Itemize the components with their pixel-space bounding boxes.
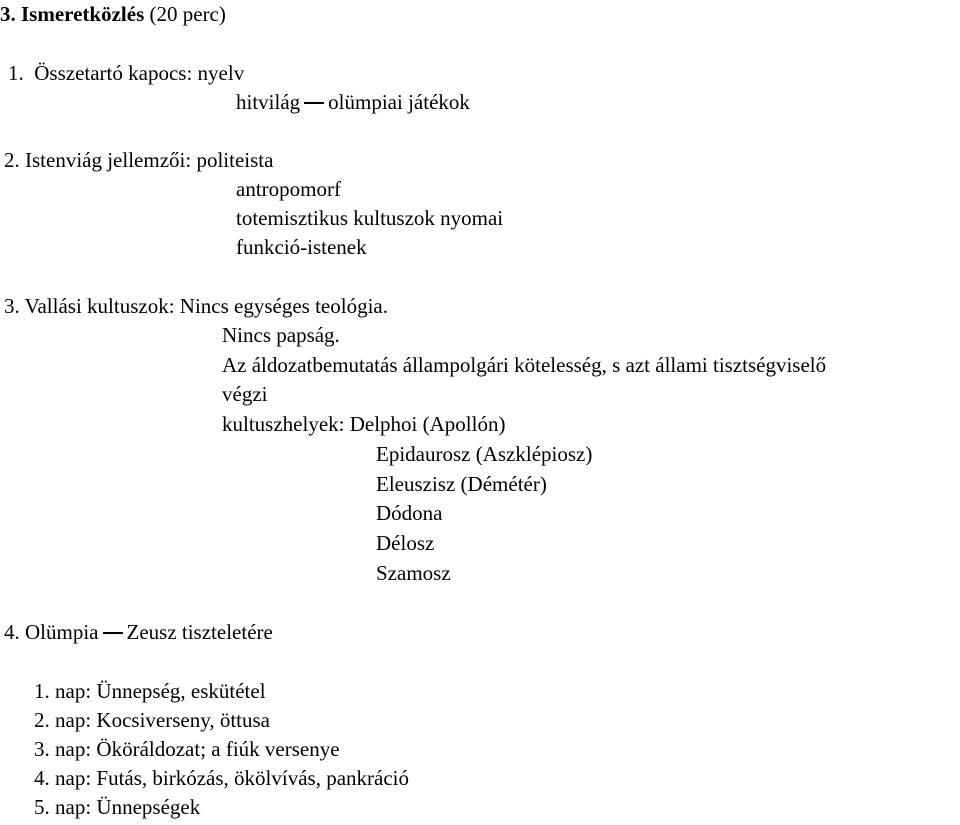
- day-item: 5. nap: Ünnepségek: [34, 795, 201, 819]
- item3-line: Nincs papság.: [222, 323, 340, 347]
- cult-place: Epidaurosz (Aszklépiosz): [376, 442, 593, 466]
- item1-line2: [236, 92, 470, 113]
- item1-word-b: olümpiai játékok: [328, 90, 470, 114]
- item3-label: 3. Vallási kultuszok: Nincs egységes teológia.: [4, 294, 388, 318]
- item2-label: 2. Istenviág jellemzői: politeista: [4, 148, 274, 172]
- cult-place: Délosz: [376, 531, 435, 555]
- item2-trait: funkció-istenek: [236, 235, 367, 259]
- day-item: 1. nap: Ünnepség, eskütétel: [34, 679, 266, 703]
- heading-duration: (20 perc): [144, 2, 226, 26]
- item2-trait: antropomorf: [236, 177, 341, 201]
- cult-place: Szamosz: [376, 561, 451, 585]
- item3-line: végzi: [222, 382, 268, 406]
- day-item: 2. nap: Kocsiverseny, öttusa: [34, 708, 271, 732]
- day-item: 3. nap: Ököráldozat; a fiúk versenye: [34, 737, 340, 761]
- dash: [103, 632, 123, 634]
- cult-places-label: kultuszhelyek: Delphoi (Apollón): [222, 412, 506, 436]
- section-heading: [0, 4, 226, 25]
- item1-word-a: hitvilág: [236, 90, 301, 114]
- item4-a: 4. Olümpia: [4, 620, 99, 644]
- item3-line: Az áldozatbemutatás állampolgári kötelesség, s azt állami tisztségviselő: [222, 353, 827, 377]
- item1-label: 1. Összetartó kapocs: nyelv: [8, 61, 245, 85]
- item2-trait: totemisztikus kultuszok nyomai: [236, 206, 504, 230]
- dash: [304, 102, 324, 104]
- cult-place: Dódona: [376, 501, 443, 525]
- item4-label: [4, 622, 273, 643]
- item4-b: Zeusz tiszteletére: [126, 620, 273, 644]
- heading-title: 3. Ismeretközlés: [0, 2, 145, 26]
- day-item: 4. nap: Futás, birkózás, ökölvívás, pankráció: [34, 766, 410, 790]
- cult-place: Eleuszisz (Démétér): [376, 472, 547, 496]
